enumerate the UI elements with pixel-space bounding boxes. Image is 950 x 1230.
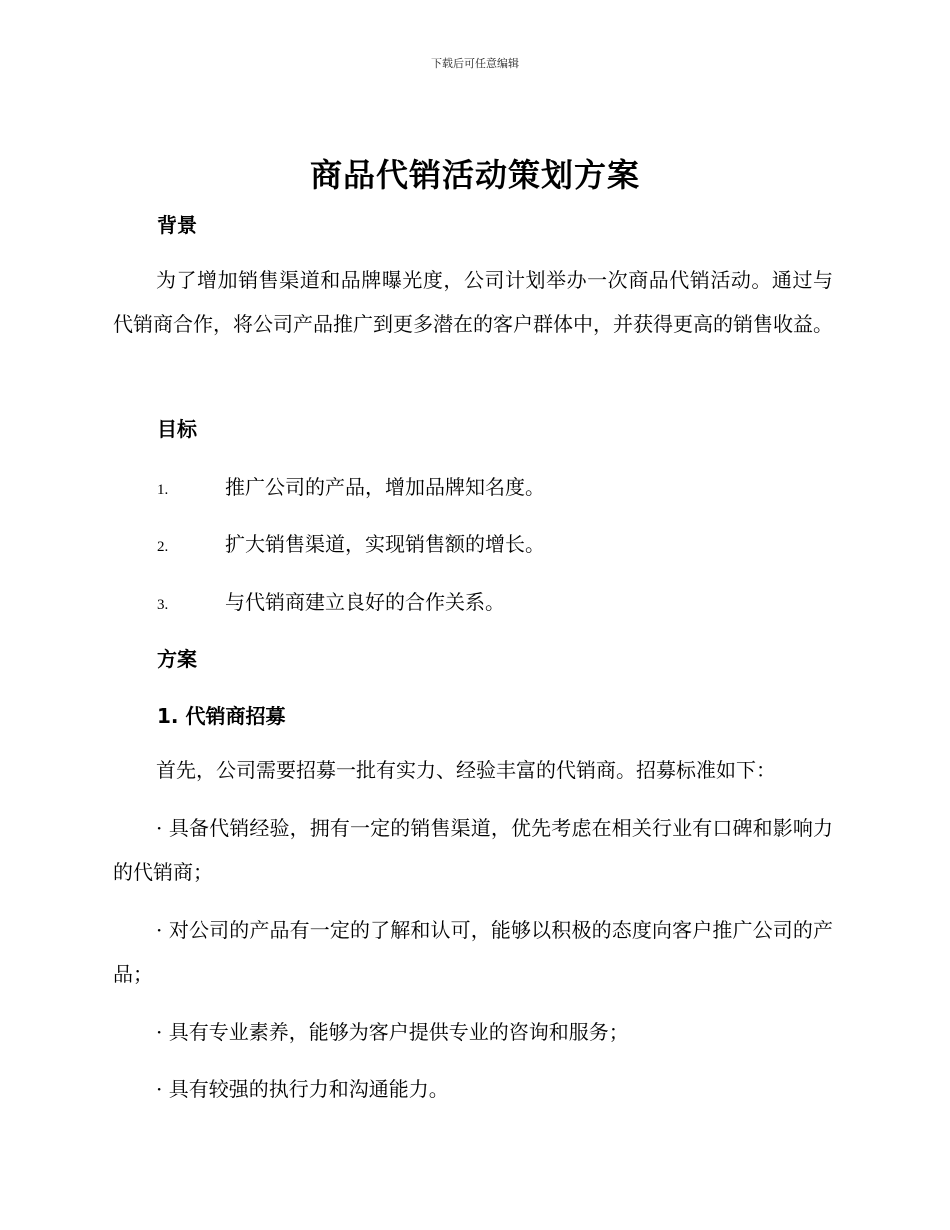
document-title: 商品代销活动策划方案 (309, 156, 640, 194)
recruitment-criterion-3: · 具有专业素养，能够为客户提供专业的咨询和服务； (156, 1020, 629, 1044)
goal-item-number: 3. (157, 597, 169, 613)
recruitment-criterion-1: · 具备代销经验，拥有一定的销售渠道，优先考虑在相关行业有口碑和影响力的代销商； (113, 816, 833, 884)
goal-item-number: 2. (157, 539, 169, 555)
recruitment-intro: 首先，公司需要招募一批有实力、经验丰富的代销商。招募标准如下： (156, 758, 776, 782)
heading-goals: 目标 (157, 417, 197, 441)
goal-item-1 (157, 471, 545, 500)
heading-section-recruitment: 1. 代销商招募 (157, 704, 286, 728)
heading-plan: 方案 (157, 647, 197, 671)
background-paragraph: 为了增加销售渠道和品牌曝光度，公司计划举办一次商品代销活动。通过与代销商合作，将公司产品推广到更多潜在的客户群体中，并获得更高的销售收益。 (113, 268, 833, 336)
recruitment-criterion-2: · 对公司的产品有一定的了解和认可，能够以积极的态度向客户推广公司的产品； (113, 918, 833, 986)
goal-item-text: 与代销商建立良好的合作关系。 (225, 590, 505, 614)
goal-item-number: 1. (157, 482, 169, 498)
goal-item-text: 推广公司的产品，增加品牌知名度。 (225, 475, 545, 499)
goal-item-text: 扩大销售渠道，实现销售额的增长。 (225, 532, 545, 556)
recruitment-criterion-4: · 具有较强的执行力和沟通能力。 (156, 1077, 449, 1101)
heading-background: 背景 (157, 213, 197, 237)
goal-item-3 (157, 586, 505, 615)
goal-item-2 (157, 528, 545, 557)
page-header-note: 下载后可任意编辑 (431, 57, 519, 70)
